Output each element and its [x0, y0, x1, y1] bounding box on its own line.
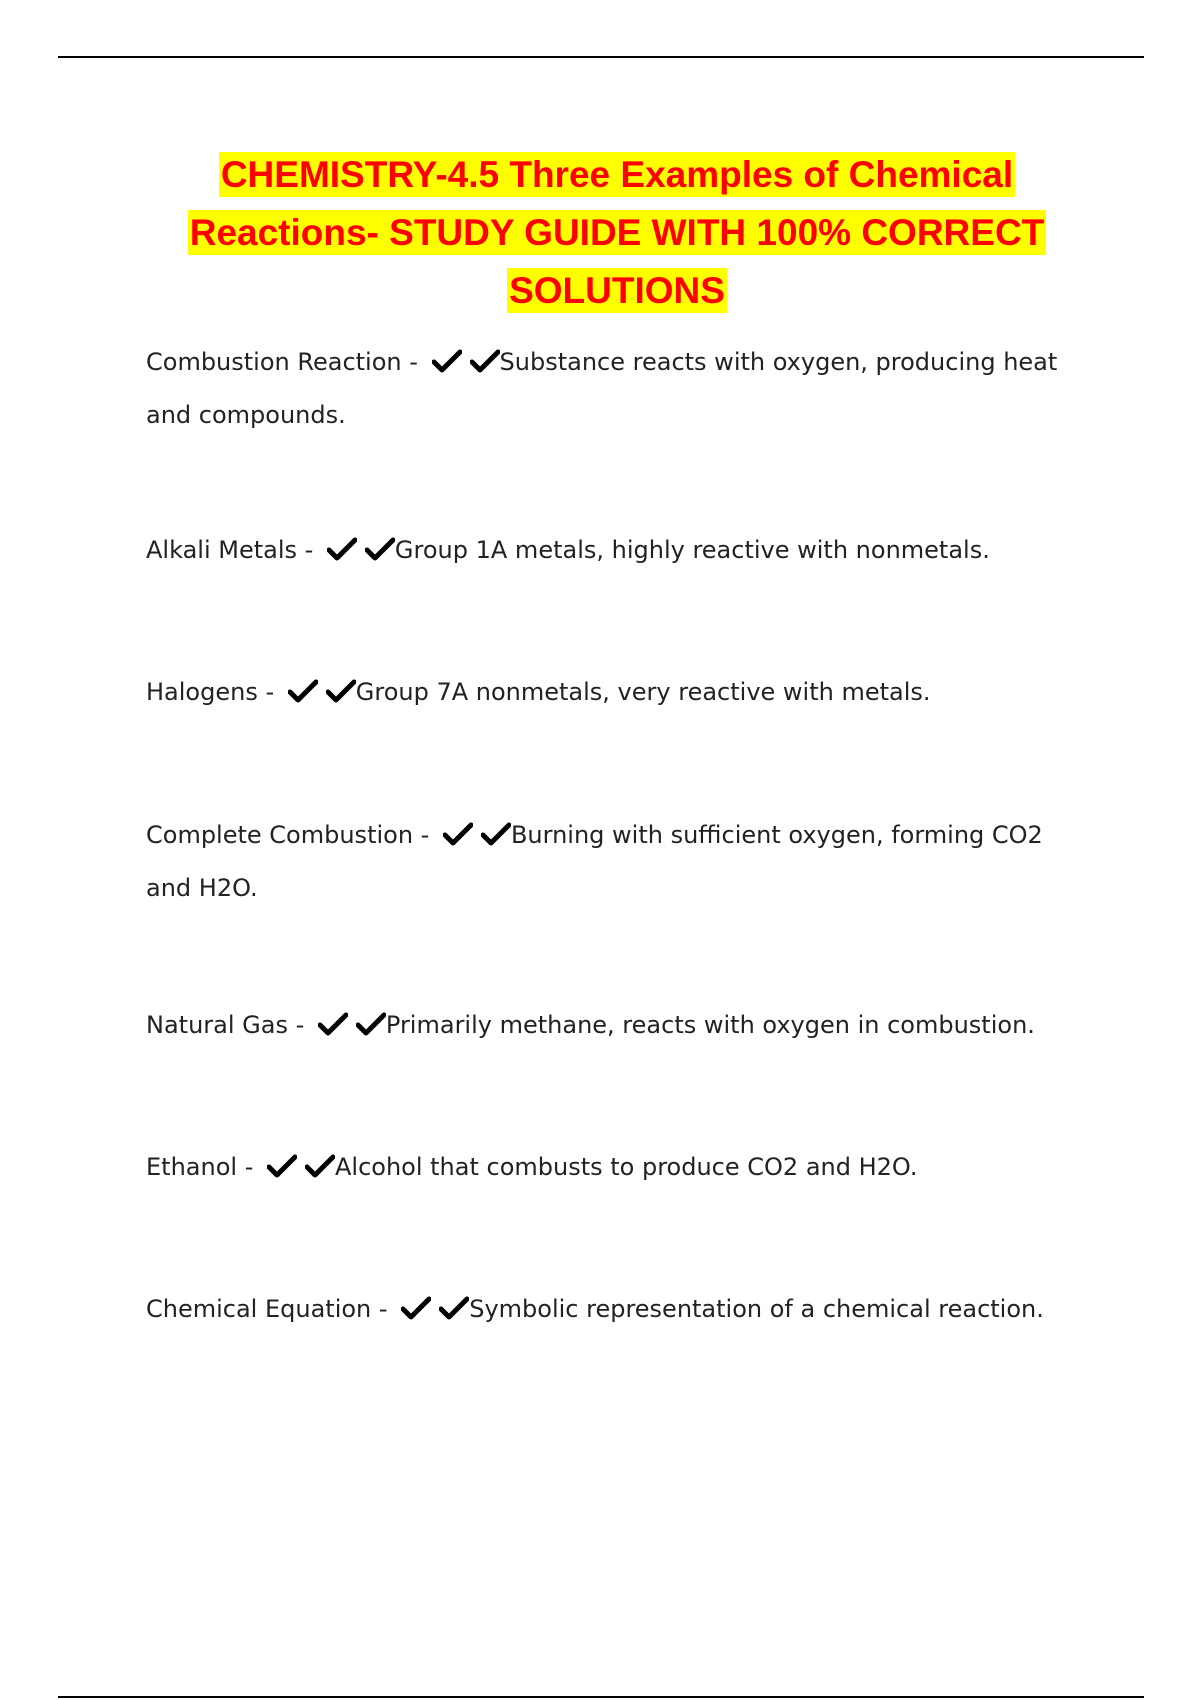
check-mark-icon	[327, 537, 357, 561]
entry-separator: -	[401, 348, 426, 376]
entry-alkali-metals	[146, 524, 1076, 577]
entry-term: Alkali Metals	[146, 536, 297, 564]
check-mark-icon	[439, 1296, 469, 1320]
entry-definition: Group 7A nonmetals, very reactive with metals.	[355, 678, 931, 706]
entry-term: Natural Gas	[146, 1011, 288, 1039]
entry-definition: Primarily methane, reacts with oxygen in combustion.	[385, 1011, 1035, 1039]
entry-definition: Alcohol that combusts to produce CO2 and H2O.	[334, 1153, 918, 1181]
check-mark-icon	[432, 349, 462, 373]
entry-term: Ethanol	[146, 1153, 238, 1181]
header-rule	[58, 56, 1144, 58]
footer-rule	[58, 1696, 1144, 1698]
check-mark-icon	[401, 1296, 431, 1320]
entry-definition: Group 1A metals, highly reactive with nonmetals.	[394, 536, 990, 564]
check-mark-icon	[470, 349, 500, 373]
entry-separator: -	[371, 1295, 396, 1323]
entry-complete-combustion	[146, 809, 1076, 915]
entry-chemical-equation	[146, 1283, 1076, 1336]
entry-separator: -	[287, 1011, 312, 1039]
entry-halogens	[146, 666, 1076, 719]
entry-separator: -	[237, 1153, 261, 1181]
entry-term: Complete Combustion	[146, 821, 414, 849]
check-mark-icon	[365, 537, 395, 561]
entry-definition: Burning with sufficient oxygen, forming CO2 and H2O.	[146, 821, 1043, 902]
entry-natural-gas	[146, 999, 1076, 1052]
check-mark-icon	[443, 822, 473, 846]
check-mark-icon	[326, 679, 356, 703]
entry-term: Combustion Reaction	[146, 348, 402, 376]
entry-definition: Substance reacts with oxygen, producing heat and compounds.	[146, 348, 1058, 429]
check-mark-icon	[356, 1012, 386, 1036]
entry-separator: -	[257, 678, 282, 706]
document-title	[150, 146, 1084, 320]
entry-separator: -	[297, 536, 321, 564]
check-mark-icon	[267, 1154, 297, 1178]
check-mark-icon	[305, 1154, 335, 1178]
entry-ethanol	[146, 1141, 1076, 1194]
entry-combustion-reaction	[146, 336, 1076, 442]
check-mark-icon	[481, 822, 511, 846]
document-title-text: CHEMISTRY-4.5 Three Examples of Chemical Reactions- STUDY GUIDE WITH 100% CORRECT SOLUTIONS	[189, 154, 1045, 311]
entry-separator: -	[413, 821, 437, 849]
entry-term: Halogens	[146, 678, 258, 706]
entry-definition: Symbolic representation of a chemical reaction.	[469, 1295, 1044, 1323]
check-mark-icon	[318, 1012, 348, 1036]
entry-term: Chemical Equation	[146, 1295, 372, 1323]
check-mark-icon	[288, 679, 318, 703]
